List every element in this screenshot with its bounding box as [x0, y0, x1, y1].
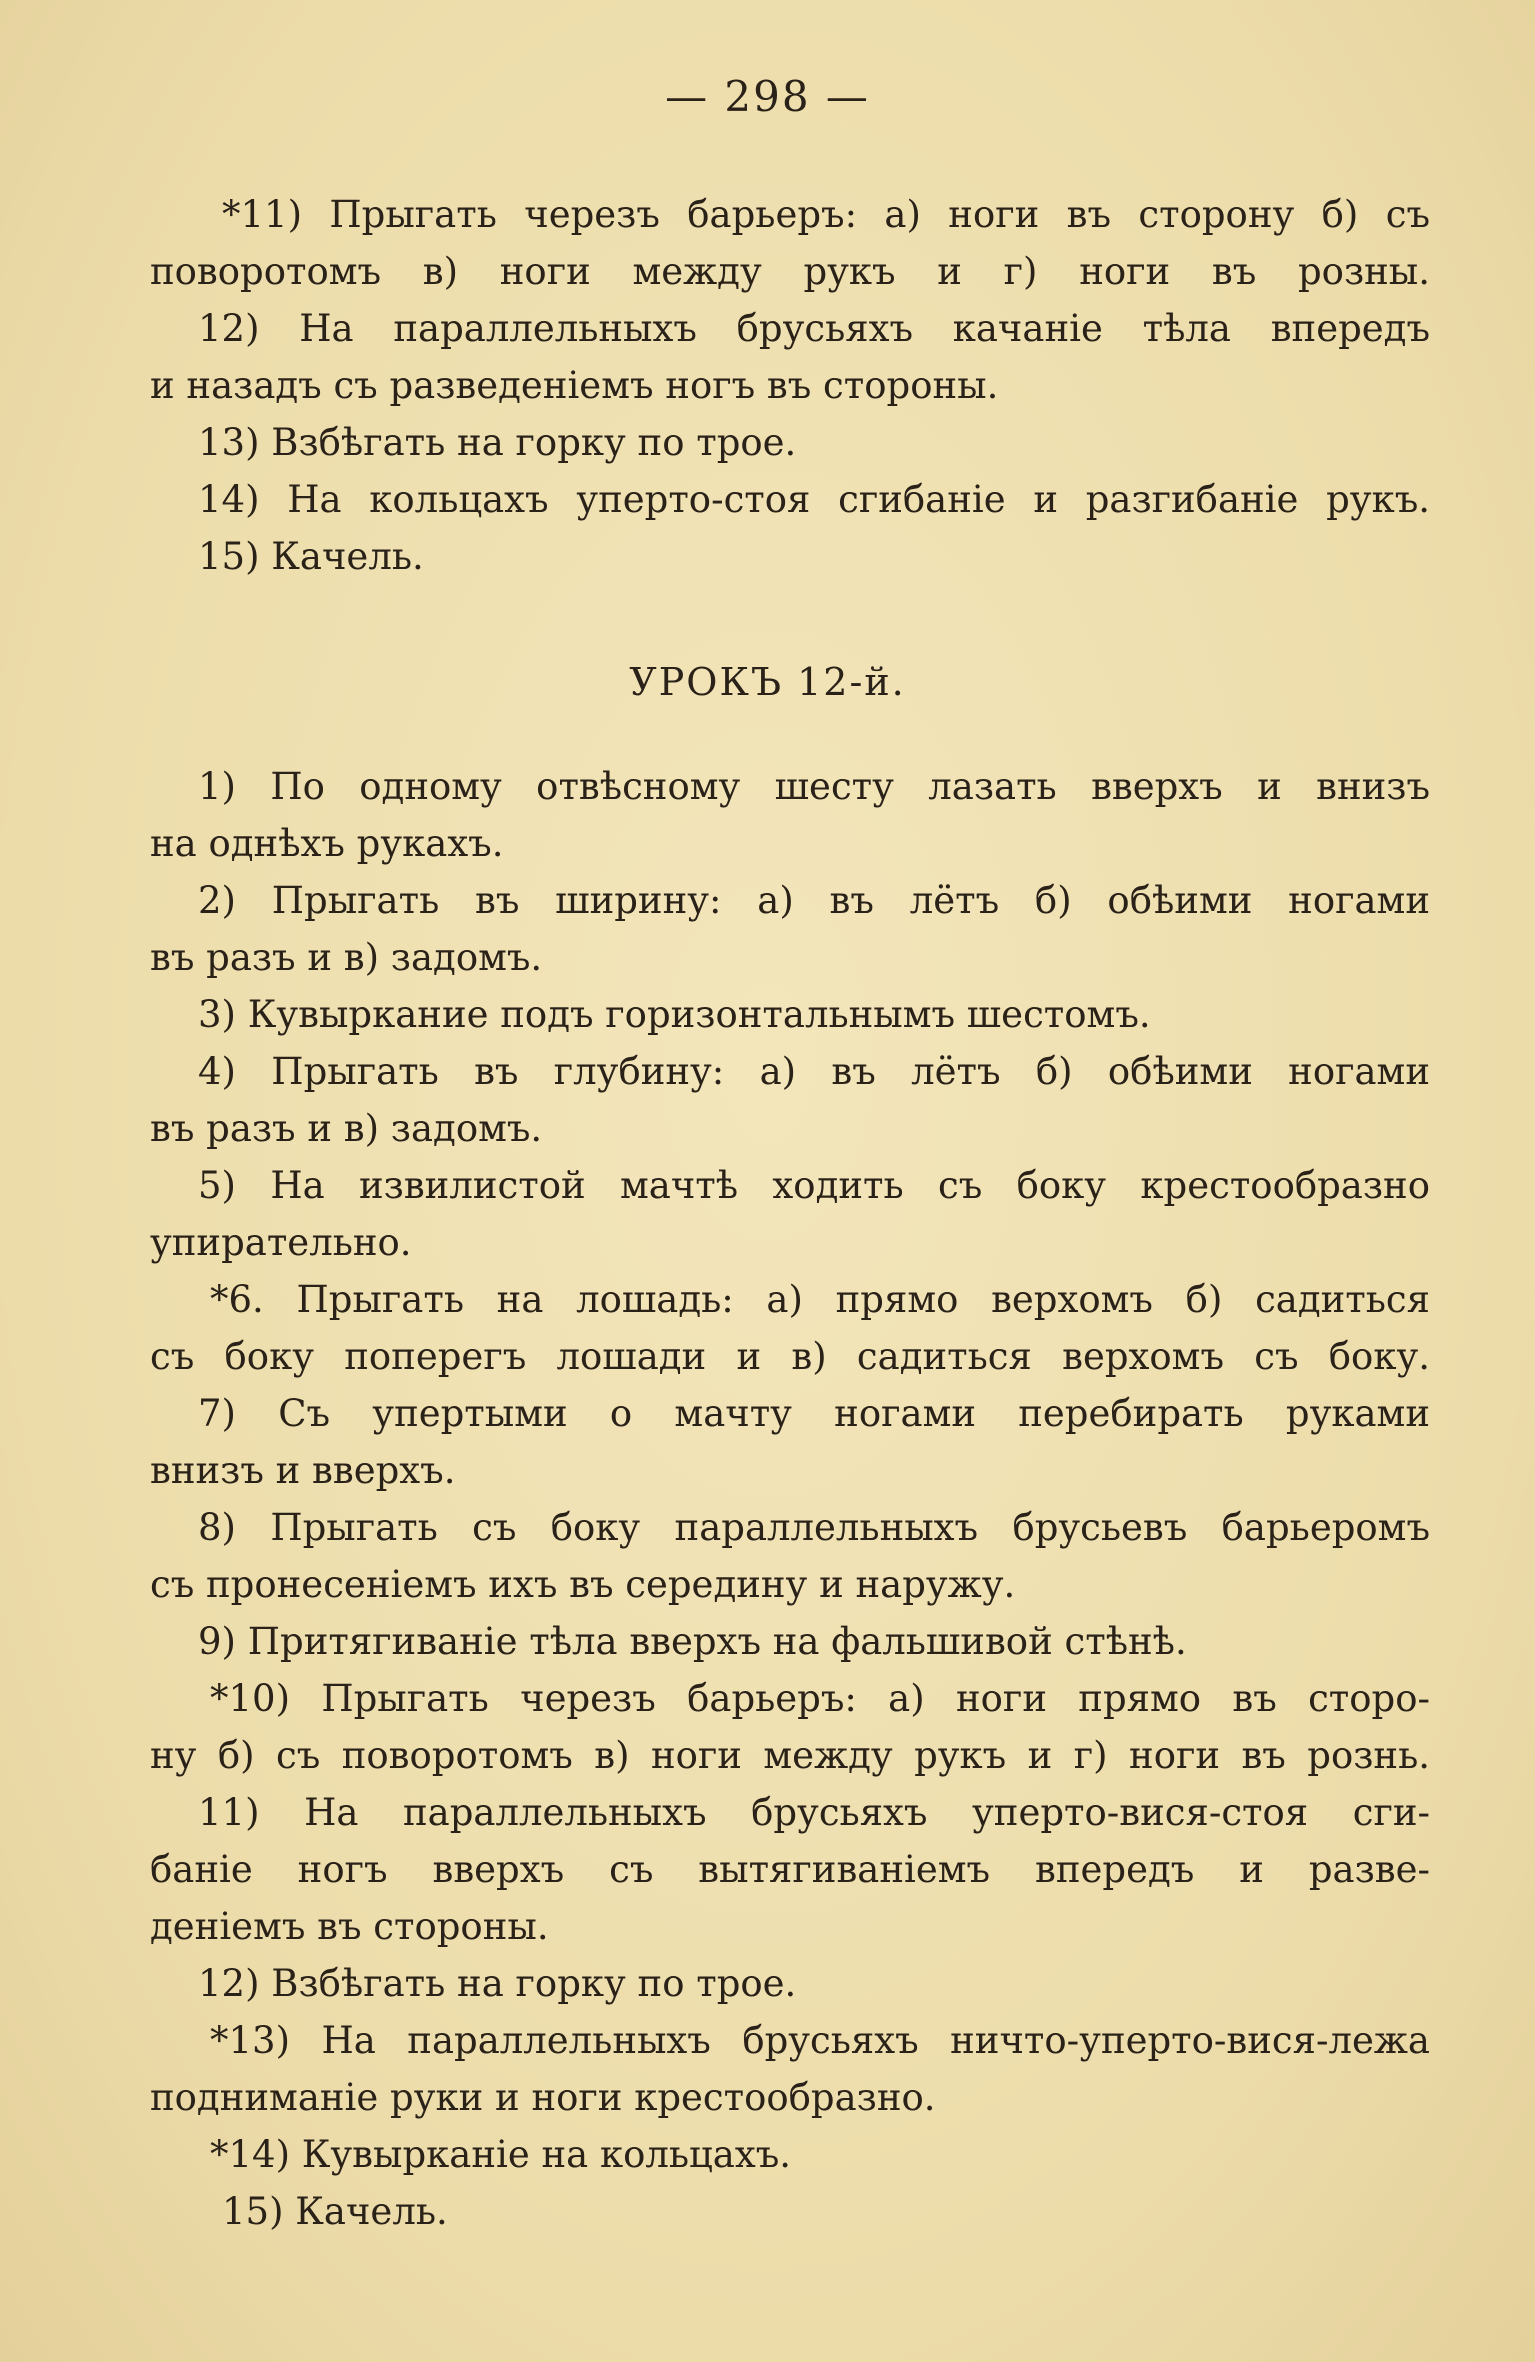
text-line: поворотомъ в) ноги между рукъ и г) ноги въ розны.	[150, 250, 1430, 293]
text-line: *10) Прыгать черезъ барьеръ: а) ноги прямо въ сторо-	[210, 1677, 1430, 1720]
text-line: 11) На параллельныхъ брусьяхъ уперто-вися-стоя сги-	[198, 1791, 1430, 1834]
text-line: 8) Прыгать съ боку параллельныхъ брусьевъ барьеромъ	[198, 1506, 1430, 1549]
page-number: — 298 —	[665, 72, 870, 121]
text-line: 3) Кувыркание подъ горизонтальнымъ шестомъ.	[198, 993, 1151, 1036]
text-line: 9) Притягиваніе тѣла вверхъ на фальшивой стѣнѣ.	[198, 1620, 1187, 1663]
text-line: въ разъ и в) задомъ.	[150, 936, 543, 979]
top-text-block	[150, 186, 1430, 585]
text-line: 14) На кольцахъ уперто-стоя сгибаніе и разгибаніе рукъ.	[198, 478, 1430, 521]
text-line: 7) Съ упертыми о мачту ногами перебирать руками	[198, 1392, 1430, 1435]
text-line: *13) На параллельныхъ брусьяхъ ничто-уперто-вися-лежа	[210, 2019, 1430, 2062]
text-line: 12) Взбѣгать на горку по трое.	[198, 1962, 797, 2005]
text-line: внизъ и вверхъ.	[150, 1449, 456, 1492]
text-line: деніемъ въ стороны.	[150, 1905, 549, 1948]
text-line: 13) Взбѣгать на горку по трое.	[198, 421, 797, 464]
text-line: ну б) съ поворотомъ в) ноги между рукъ и г) ноги въ рознь.	[150, 1734, 1430, 1777]
text-line: 15) Качель.	[198, 535, 424, 578]
text-line: 15) Качель.	[222, 2190, 448, 2233]
text-line: *6. Прыгать на лошадь: а) прямо верхомъ б) садиться	[210, 1278, 1430, 1321]
text-line: 5) На извилистой мачтѣ ходить съ боку крестообразно	[198, 1164, 1430, 1207]
lesson-heading: УРОКЪ 12-й.	[629, 660, 906, 704]
text-line: въ разъ и в) задомъ.	[150, 1107, 543, 1150]
text-line: упирательно.	[150, 1221, 412, 1264]
text-line: 1) По одному отвѣсному шесту лазать вверхъ и внизъ	[198, 765, 1430, 808]
text-line: съ пронесеніемъ ихъ въ середину и наружу.	[150, 1563, 1016, 1606]
text-line: подниманіе руки и ноги крестообразно.	[150, 2076, 936, 2119]
text-line: и назадъ съ разведеніемъ ногъ въ стороны.	[150, 364, 999, 407]
text-line: *11) Прыгать черезъ барьеръ: а) ноги въ сторону б) съ	[222, 193, 1430, 236]
text-line: съ боку поперегъ лошади и в) садиться верхомъ съ боку.	[150, 1335, 1430, 1378]
text-line: баніе ногъ вверхъ съ вытягиваніемъ впередъ и разве-	[150, 1848, 1430, 1891]
text-line: 12) На параллельныхъ брусьяхъ качаніе тѣла впередъ	[198, 307, 1430, 350]
text-line: 4) Прыгать въ глубину: а) въ лётъ б) обѣими ногами	[198, 1050, 1430, 1093]
text-line: 2) Прыгать въ ширину: а) въ лётъ б) обѣими ногами	[198, 879, 1430, 922]
text-line: на однѣхъ рукахъ.	[150, 822, 504, 865]
text-line: *14) Кувырканіе на кольцахъ.	[210, 2133, 792, 2176]
lesson-text-block	[150, 758, 1430, 2240]
